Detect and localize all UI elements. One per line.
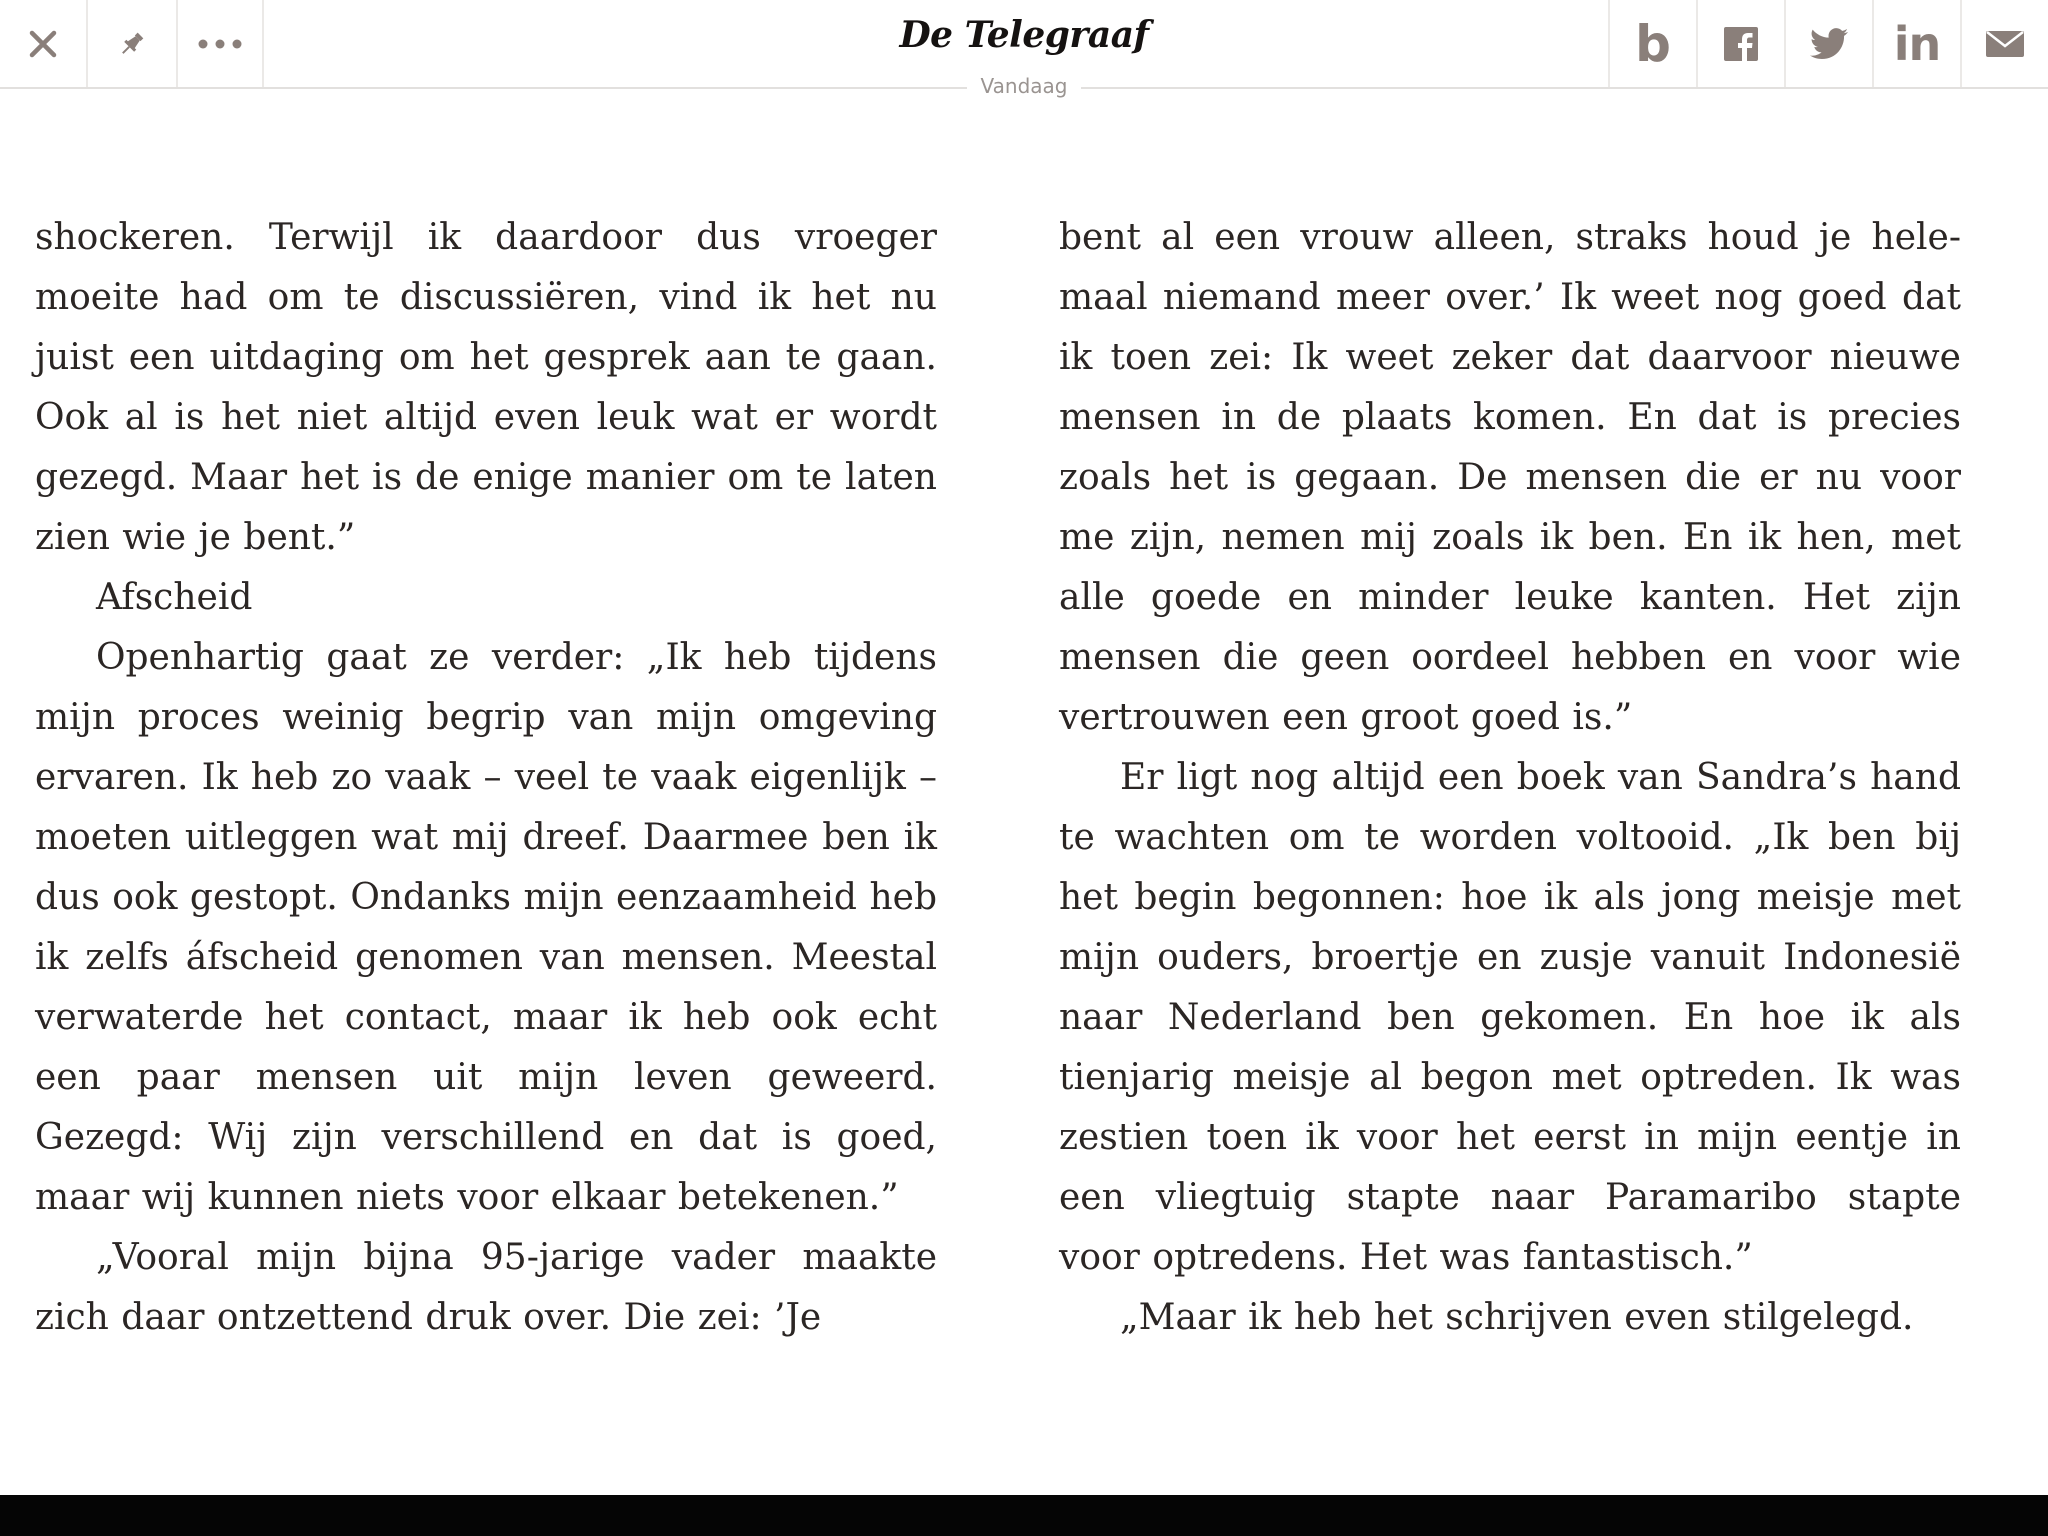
- article-paragraph: Er ligt nog altijd een boek van Sandra’s hand te wachten om te worden voltooid. „Ik ben bij het begin begonnen: hoe ik als jong meisje met mijn ouders, broertje en zusje vanuit Indonesië naar Nederland ben gekomen. En hoe ik als tienjarig meisje al begon met optreden. Ik was zestien toen ik voor het eerst in mijn eentje in een vliegtuig stapte naar Paramaribo stapte voor optredens. Het was fantastisch.”: [1059, 757, 1961, 1278]
- twitter-icon: [1810, 28, 1848, 60]
- facebook-icon: [1724, 27, 1758, 61]
- article-paragraph: Openhartig gaat ze verder: „Ik heb tijdens mijn proces weinig begrip van mijn omgeving ervaren. Ik heb zo vaak – veel te vaak eigenlijk – moeten uitleggen wat mij dreef. Daarmee ben ik dus ook gestopt. Ondanks mijn eenzaamheid heb ik zelfs áfscheid genomen van mensen. Meestal verwaterde het contact, maar ik heb ook echt een paar mensen uit mijn leven geweerd. Gezegd: Wij zijn verschillend en dat is goed, maar wij kunnen niets voor elkaar betekenen.”: [35, 637, 937, 1218]
- bottom-bar: [0, 1495, 2048, 1536]
- blendle-b-icon: b: [1635, 14, 1671, 73]
- article-paragraph: shockeren. Terwijl ik daardoor dus vroeger moeite had om te discussiëren, vind ik het nu juist een uitdaging om het gesprek aan te gaan. Ook al is het niet altijd even leuk wat er wordt gezegd. Maar het is de enige manier om te laten zien wie je bent.”: [35, 217, 937, 558]
- article-column-right: [1059, 208, 1961, 1348]
- section-label: Vandaag: [967, 72, 1082, 100]
- article-paragraph: bent al een vrouw alleen, straks houd je helemaal niemand meer over.’ Ik weet nog goed dat ik toen zei: Ik weet zeker dat daarvoor nieuwe mensen in de plaats komen. En dat is precies zoals het is gegaan. De mensen die er nu voor me zijn, nemen mij zoals ik ben. En ik hen, met alle goede en minder leuke kanten. Het zijn mensen die geen oordeel hebben en voor wie vertrouwen een groot goed is.”: [1059, 217, 1961, 738]
- article-paragraph: „Maar ik heb het schrijven even stilgelegd.: [1120, 1297, 1914, 1338]
- publication-masthead: De Telegraaf: [899, 14, 1149, 56]
- linkedin-icon: in: [1893, 16, 1941, 71]
- article-column-left: [35, 208, 937, 1348]
- mail-icon: [1986, 31, 2024, 57]
- article-subheading: Afscheid: [96, 577, 253, 618]
- section-label-wrap: [0, 72, 2048, 100]
- article-paragraph: „Vooral mijn bijna 95-jarige vader maakte zich daar ontzettend druk over. Die zei: ’Je: [35, 1237, 937, 1338]
